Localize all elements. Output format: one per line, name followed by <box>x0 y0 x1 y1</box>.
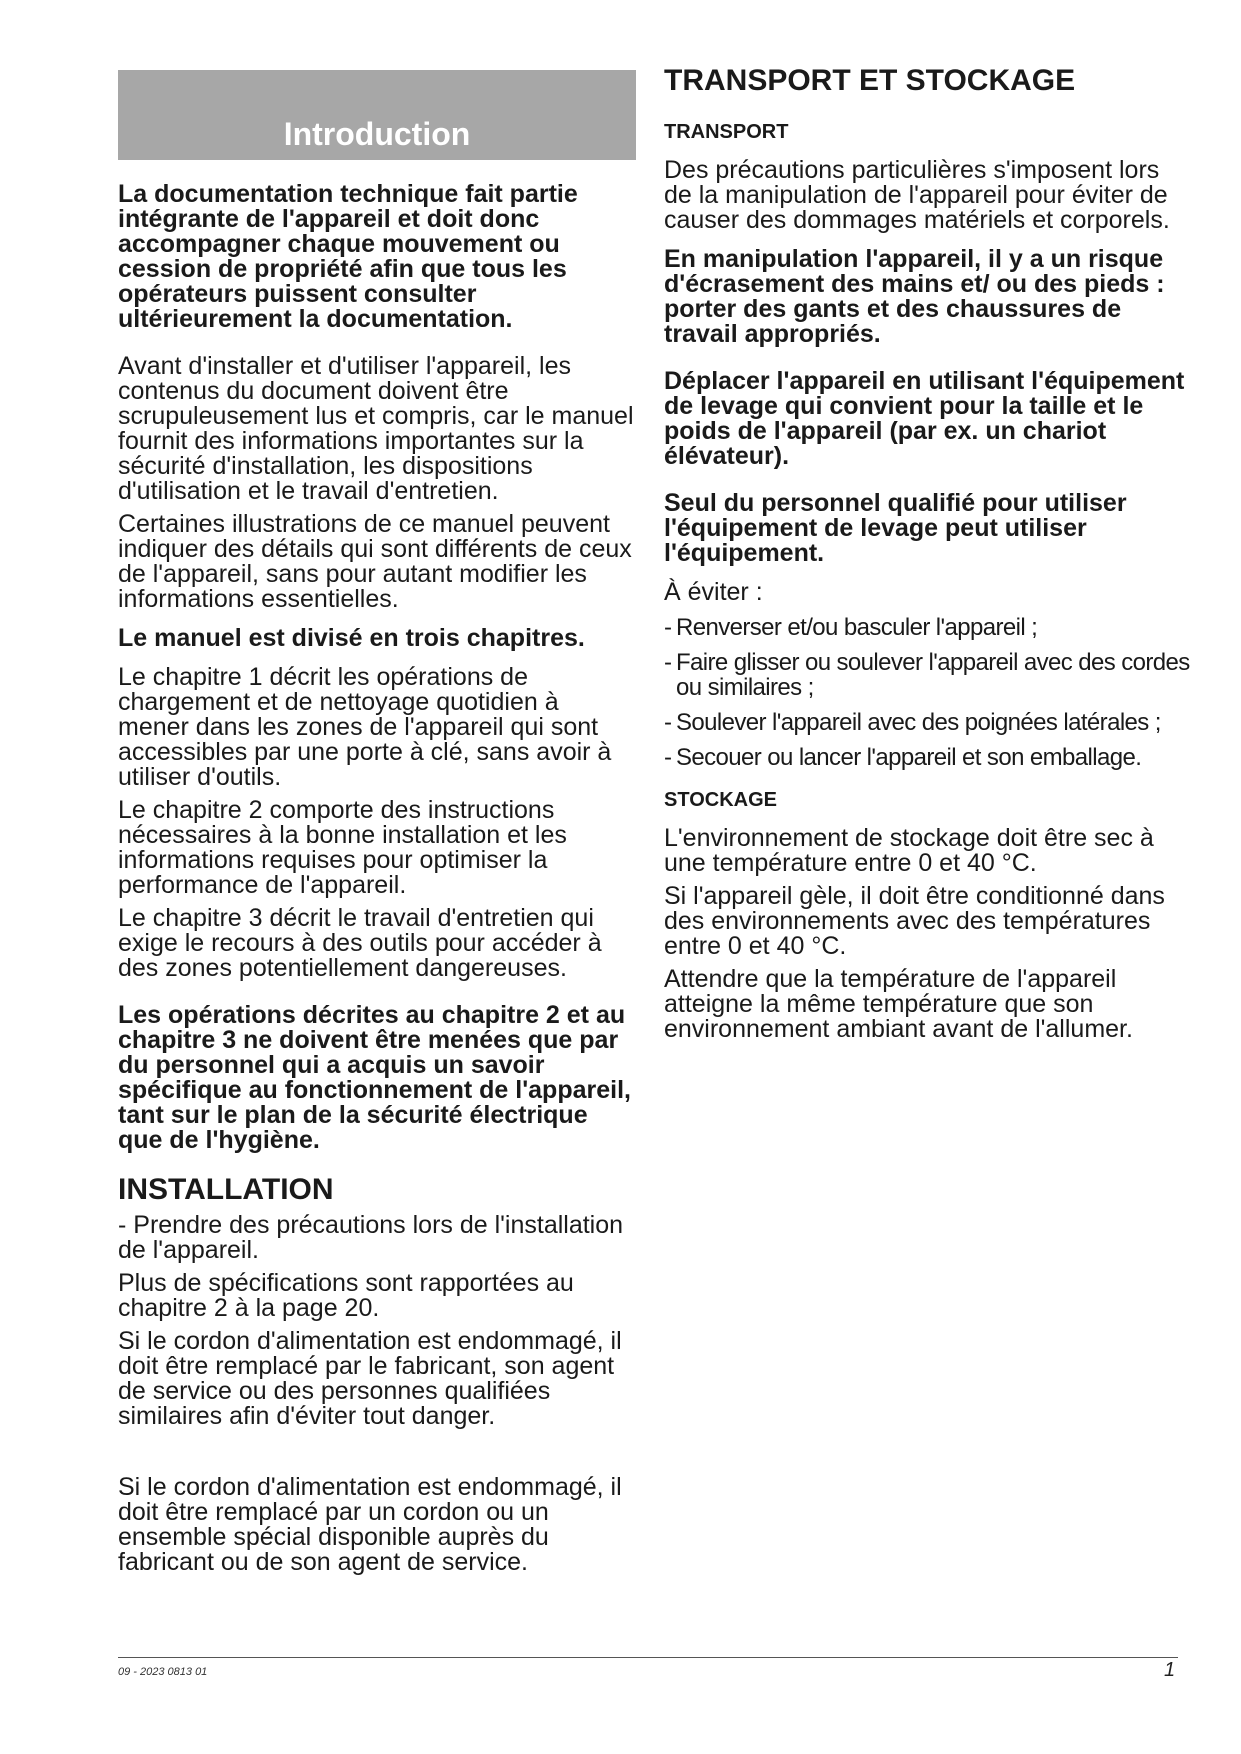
transport-warning-3: Seul du personnel qualifié pour utiliser l'équipement de levage peut utiliser l'équipement. <box>664 489 1127 567</box>
before-install-paragraph: Avant d'installer et d'utiliser l'appareil, les contenus du document doivent être scrupuleusement lus et compris, car le manuel fournit des informations importantes sur la sécurité d'installation, les dispositions d'utilisation et le travail d'entretien. <box>118 352 634 505</box>
list-item-text: Secouer ou lancer l'appareil et son emballage. <box>676 744 1142 771</box>
avoid-list <box>664 615 1192 770</box>
dash-bullet: - <box>664 744 672 771</box>
intro-bold-paragraph: La documentation technique fait partie intégrante de l'appareil et doit donc accompagner chaque mouvement ou cession de propriété afin que tous les opérateurs puissent consulter ultérieurement la documentation. <box>118 180 578 333</box>
storage-paragraph-2: Si l'appareil gèle, il doit être conditionné dans des environnements avec des températures entre 0 et 40 °C. <box>664 882 1165 960</box>
page-number: 1 <box>1164 1659 1176 1681</box>
install-paragraph-3: Si le cordon d'alimentation est endommagé, il doit être remplacé par le fabricant, son agent de service ou des personnes qualifiées similaires afin d'éviter tout danger. <box>118 1327 622 1430</box>
list-item <box>664 650 1192 700</box>
dash-bullet: - <box>664 649 672 676</box>
transport-storage-title: TRANSPORT ET STOCKAGE <box>664 64 1076 97</box>
chapter3-paragraph: Le chapitre 3 décrit le travail d'entretien qui exige le recours à des outils pour accéder à des zones potentiellement dangereuses. <box>118 904 602 982</box>
list-item-text: Renverser et/ou basculer l'appareil ; <box>676 614 1038 641</box>
operations-bold-paragraph: Les opérations décrites au chapitre 2 et au chapitre 3 ne doivent être menées que par du personnel qui a acquis un savoir spécifique au fonctionnement de l'appareil, tant sur le plan de la sécurité électrique que de l'hygiène. <box>118 1001 631 1154</box>
list-item-text: Faire glisser ou soulever l'appareil avec des cordes ou similaires ; <box>676 649 1190 701</box>
list-item <box>664 710 1192 735</box>
install-paragraph-2: Plus de spécifications sont rapportées au chapitre 2 à la page 20. <box>118 1269 574 1322</box>
avoid-label: À éviter : <box>664 578 763 606</box>
install-paragraph-1: - Prendre des précautions lors de l'installation de l'appareil. <box>118 1211 624 1264</box>
illustrations-paragraph: Certaines illustrations de ce manuel peuvent indiquer des détails qui sont différents de ceux de l'appareil, sans pour autant modifier les informations essentielles. <box>118 510 632 613</box>
chapter1-paragraph: Le chapitre 1 décrit les opérations de chargement et de nettoyage quotidien à mener dans les zones de l'appareil qui sont accessibles par une porte à clé, sans avoir à utiliser d'outils. <box>118 663 612 791</box>
storage-paragraph-3: Attendre que la température de l'appareil atteigne la même température que son environnement ambiant avant de l'allumer. <box>664 965 1133 1043</box>
footer-divider <box>118 1657 1178 1658</box>
chapter2-paragraph: Le chapitre 2 comporte des instructions nécessaires à la bonne installation et les informations requises pour optimiser la performance de l'appareil. <box>118 796 567 899</box>
document-code: 09 - 2023 0813 01 <box>118 1666 208 1678</box>
left-column <box>118 70 636 1575</box>
storage-heading: STOCKAGE <box>664 789 777 811</box>
list-item <box>664 745 1192 770</box>
dash-bullet: - <box>664 614 672 641</box>
transport-heading: TRANSPORT <box>664 121 789 143</box>
dash-bullet: - <box>664 709 672 736</box>
introduction-title: Introduction <box>283 116 471 152</box>
right-column <box>664 64 1192 1042</box>
storage-paragraph-1: L'environnement de stockage doit être sec à une température entre 0 et 40 °C. <box>664 824 1154 877</box>
list-item <box>664 615 1192 640</box>
installation-heading: INSTALLATION <box>118 1173 334 1206</box>
transport-warning-1: En manipulation l'appareil, il y a un risque d'écrasement des mains et/ ou des pieds : porter des gants et des chaussures de travail appropriés. <box>664 245 1165 348</box>
transport-warning-2: Déplacer l'appareil en utilisant l'équipement de levage qui convient pour la taille et le poids de l'appareil (par ex. un chariot élévateur). <box>664 367 1185 470</box>
list-item-text: Soulever l'appareil avec des poignées latérales ; <box>676 709 1161 736</box>
transport-paragraph: Des précautions particulières s'imposent lors de la manipulation de l'appareil pour éviter de causer des dommages matériels et corporels. <box>664 156 1170 234</box>
chapters-heading: Le manuel est divisé en trois chapitres. <box>118 624 585 652</box>
install-paragraph-4: Si le cordon d'alimentation est endommagé, il doit être remplacé par un cordon ou un ensemble spécial disponible auprès du fabricant ou de son agent de service. <box>118 1473 622 1576</box>
introduction-banner <box>118 70 636 160</box>
